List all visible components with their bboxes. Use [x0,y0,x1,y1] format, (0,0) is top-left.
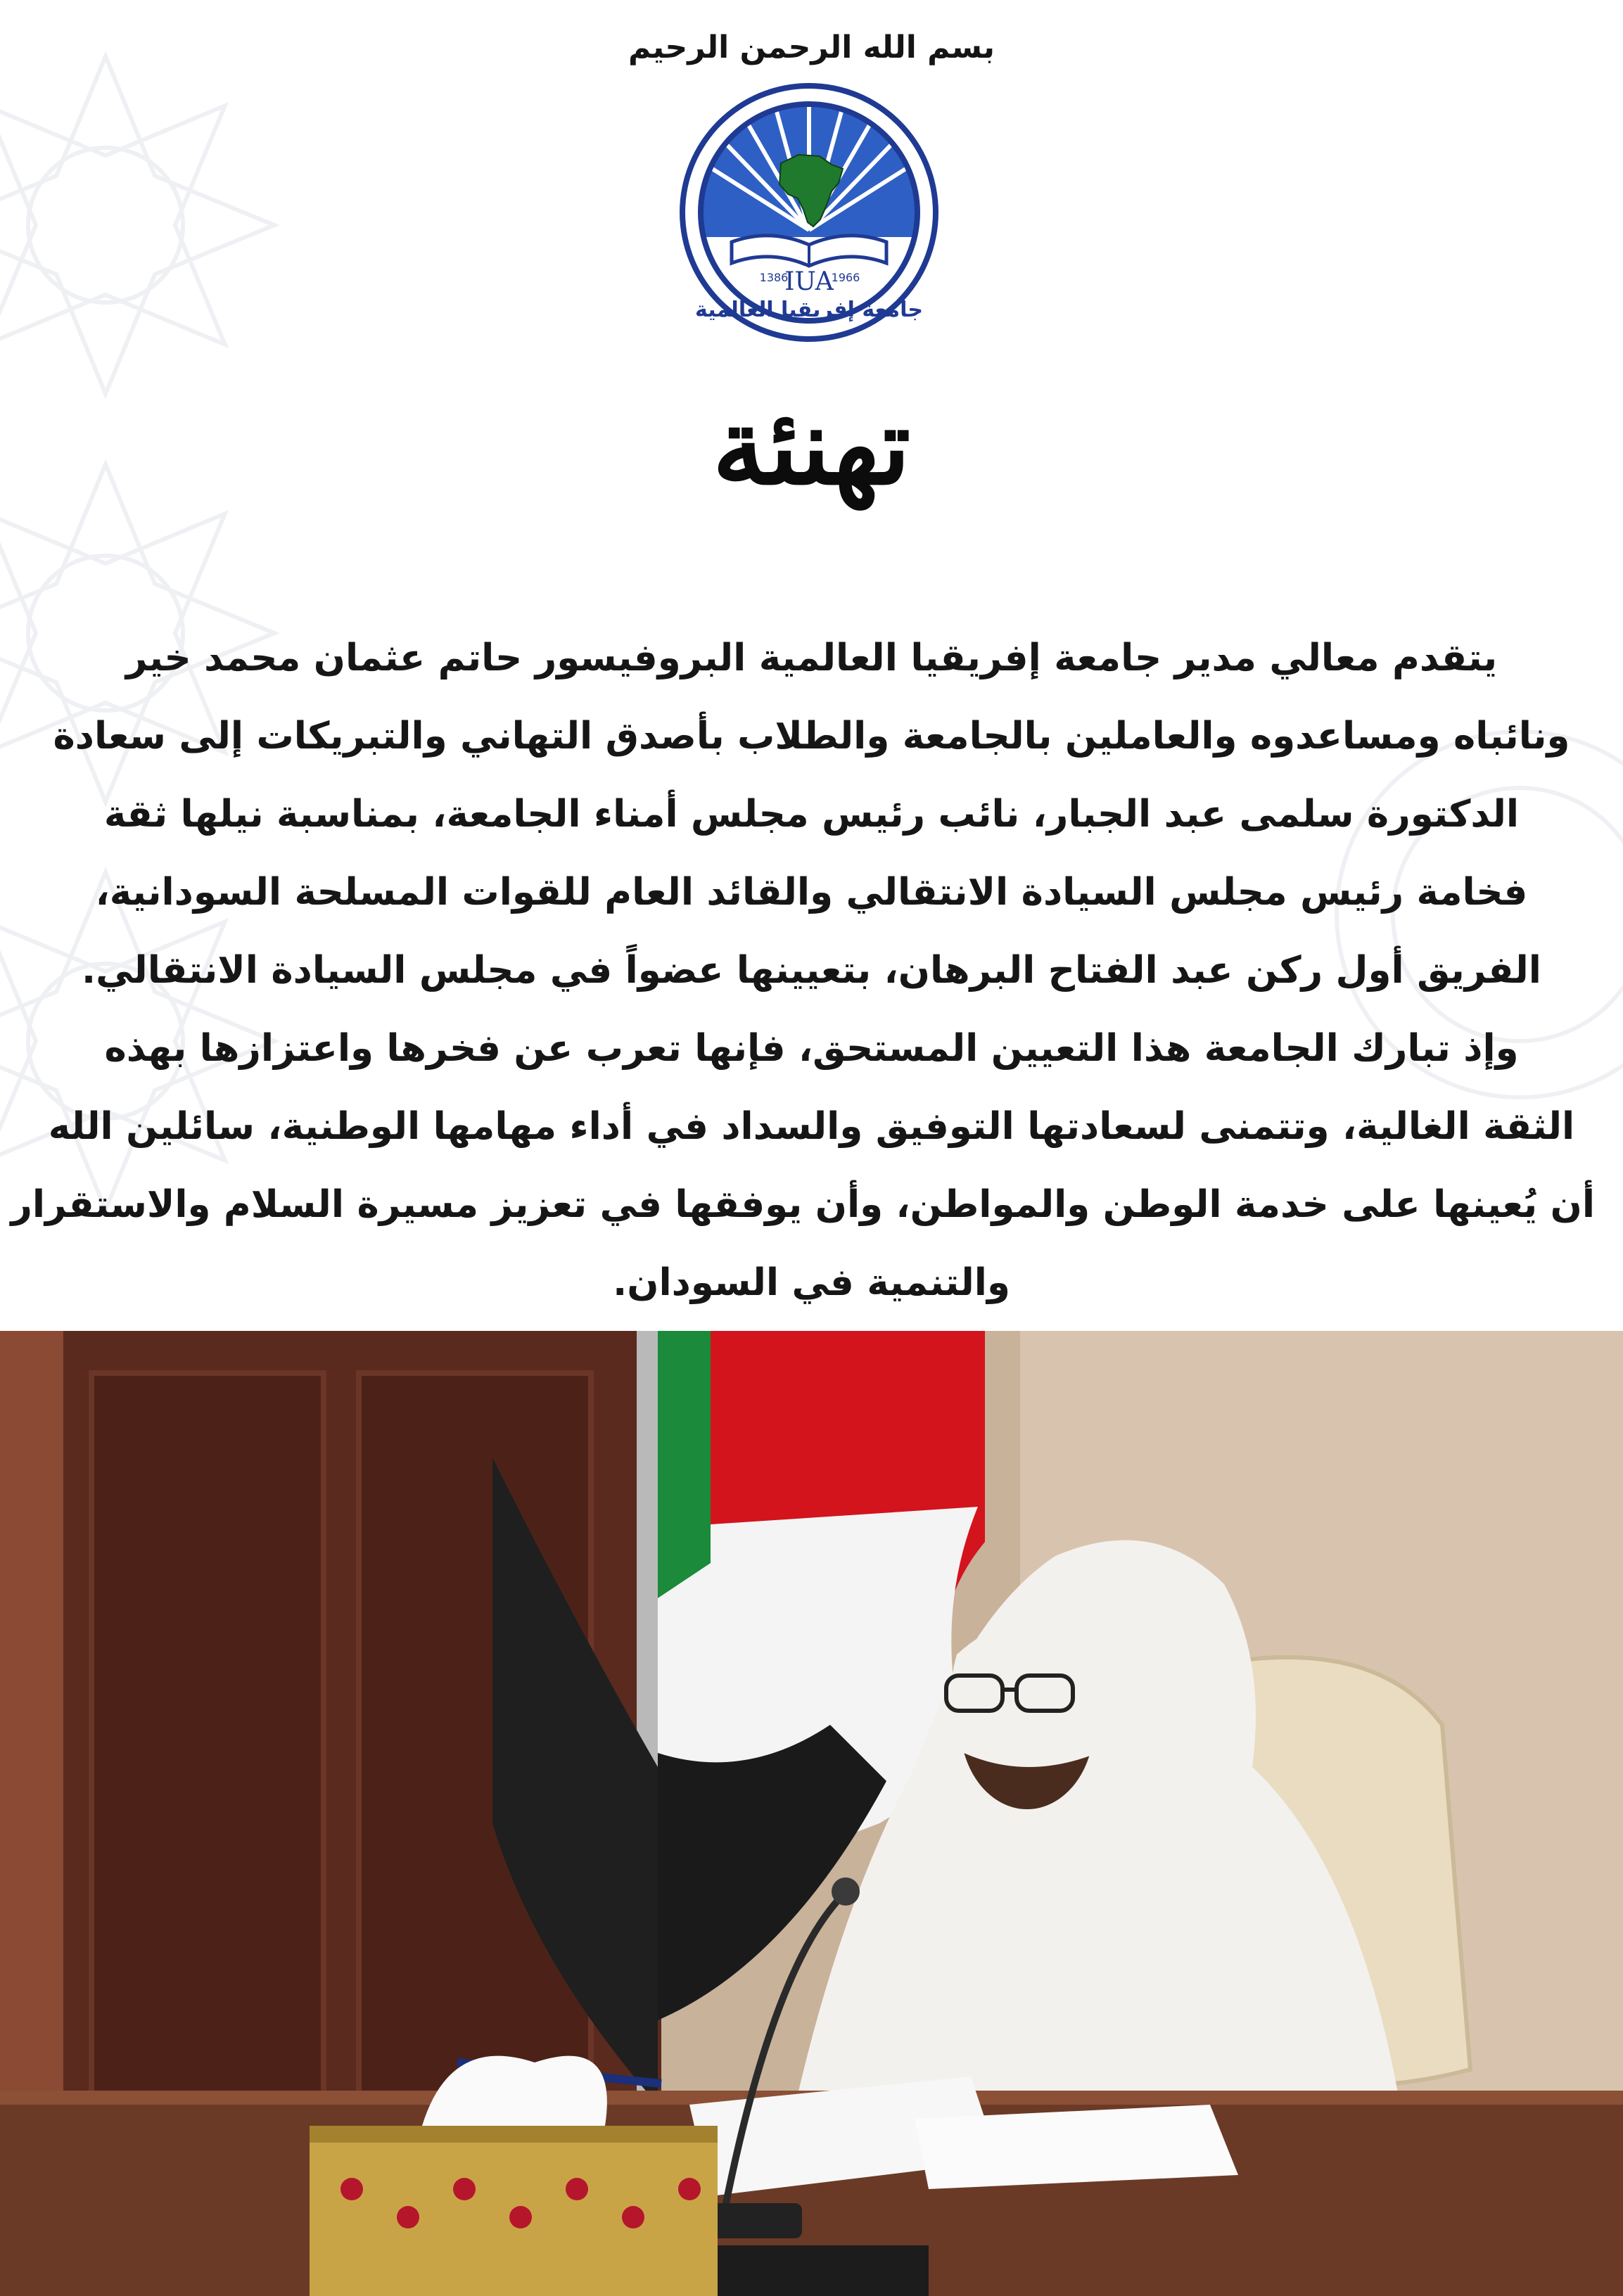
logo-arabic-name: جامعة إفريقيا العالمية [695,298,923,322]
page-title: تهنئة [712,385,911,509]
logo-abbreviation: IUA [784,267,834,296]
basmala-header: بسم الله الرحمن الرحيم [628,30,995,65]
photo-illustration [0,1331,1623,2296]
message-line: فخامة رئيس مجلس السيادة الانتقالي والقائد العام للقوات المسلحة السودانية، [95,871,1528,914]
message-line: والتنمية في السودان. [613,1261,1010,1304]
message-line: الفريق أول ركن عبد الفتاح البرهان، بتعيينها عضواً في مجلس السيادة الانتقالي. [82,949,1541,992]
logo-year-gregorian: 1966 [831,271,860,284]
photo-official-at-desk [0,1331,1623,2296]
message-line: يتقدم معالي مدير جامعة إفريقيا العالمية البروفيسور حاتم عثمان محمد خير [125,637,1498,680]
message-line: أن يُعينها على خدمة الوطن والمواطن، وأن يوفقها في تعزيز مسيرة السلام والاستقرار [11,1183,1595,1226]
university-logo [675,79,943,346]
logo-year-hijri: 1386 [759,271,789,284]
message-line: وإذ تبارك الجامعة هذا التعيين المستحق، فإنها تعرب عن فخرها واعتزازها بهذه [104,1027,1519,1070]
congratulation-message [11,619,1595,1322]
message-line: الدكتورة سلمى عبد الجبار، نائب رئيس مجلس أمناء الجامعة، بمناسبة نيلها ثقة [103,793,1520,836]
message-line: الثقة الغالية، وتتمنى لسعادتها التوفيق والسداد في أداء مهامها الوطنية، سائلين الله [48,1105,1575,1148]
message-line: ونائباه ومساعدوه والعاملين بالجامعة والطلاب بأصدق التهاني والتبريكات إلى سعادة [53,715,1570,758]
